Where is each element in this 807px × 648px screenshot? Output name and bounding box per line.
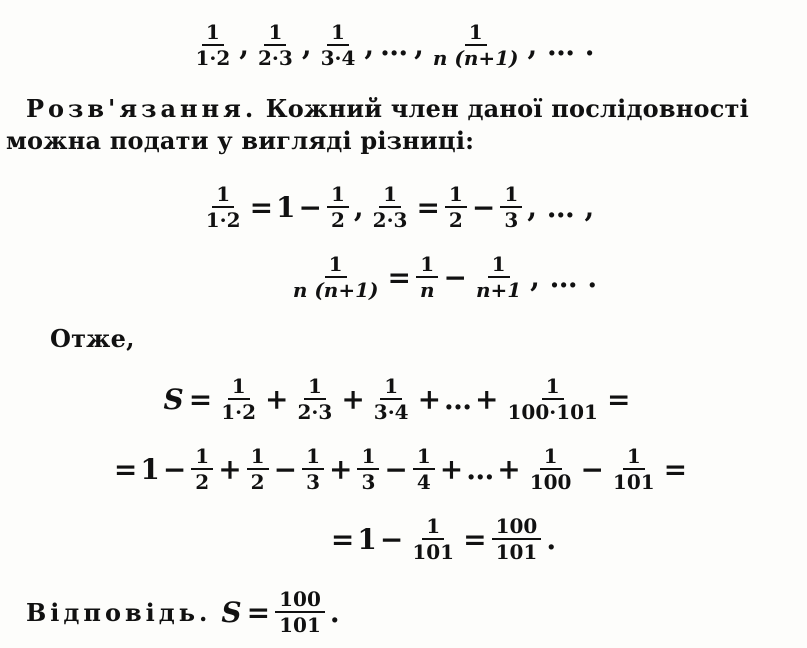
sequence-term-2: $\frac{1}{2\cdot 3}$ (258, 20, 293, 70)
decomp1-half: $\frac{1}{2}$ (327, 183, 349, 231)
sum2-one: 1 (140, 452, 160, 486)
solution-paragraph-line-2 (6, 126, 474, 155)
decomp2-tail: , … . (530, 260, 598, 294)
decomp1-second-a: $\frac{1}{2}$ (445, 183, 467, 231)
sum1-f4: $\frac{1}{100\cdot 101}$ (507, 374, 598, 424)
sum2-f6: $\frac{1}{100}$ (529, 444, 572, 494)
answer-line: Відповідь. S = $\frac{100}{101}$ . (26, 582, 343, 642)
sum-line-2: = 1 − $\frac{1}{2}$ + $\frac{1}{2}$ − $\frac{1}{3}$ + $\frac{1}{3}$ − $\frac{1}{4}$ + … + $\frac{1}{100}$ − $\frac{1}{101}$ = (113, 444, 688, 494)
sum1-f3: $\frac{1}{3\cdot 4}$ (373, 374, 409, 424)
sum-symbol: S (163, 382, 184, 416)
answer-label: Відповідь. (26, 597, 212, 627)
decomp2-a: $\frac{1}{n}$ (416, 253, 439, 301)
sum2-f7: $\frac{1}{101}$ (612, 444, 655, 494)
sum-line-3: = 1 − $\frac{1}{101}$ = $\frac{100}{101}$ . (0, 508, 807, 570)
sequence-term-3: $\frac{1}{3\cdot 4}$ (320, 20, 356, 70)
decomposition-line-1: $\frac{1}{1\cdot 2}$ = 1 − $\frac{1}{2}$ , $\frac{1}{2\cdot 3}$ = $\frac{1}{2}$ − $\frac{1}{3}$ , … , (0, 176, 807, 238)
sum2-dots: … (466, 452, 495, 486)
sum1-dots: … (444, 382, 473, 416)
sum2-f5: $\frac{1}{4}$ (413, 445, 435, 493)
sum-line-1: S = $\frac{1}{1\cdot 2}$ + $\frac{1}{2\cdot 3}$ + $\frac{1}{3\cdot 4}$ + … + $\frac{1}{100\cdot 101}$ = (163, 374, 631, 424)
sum3-f1: $\frac{1}{101}$ (412, 514, 455, 564)
decomp2-lhs: $\frac{1}{n (n+1)}$ (292, 252, 379, 302)
solution-text-2: можна подати у вигляді різниці: (6, 126, 475, 155)
sum2-f1: $\frac{1}{2}$ (191, 445, 213, 493)
solution-heading: Розв'язання. (26, 94, 258, 123)
solution-text-1: Кожний член даної послідовності (257, 94, 749, 123)
sequence-ellipsis: … (380, 28, 409, 62)
decomp2-b: $\frac{1}{n+1}$ (475, 252, 522, 302)
hence-label: Отже, (50, 324, 135, 353)
sequence-term-n: $\frac{1}{n (n+1)}$ (432, 20, 519, 70)
sum1-f1: $\frac{1}{1\cdot 2}$ (221, 374, 257, 424)
decomp1-second-lhs: $\frac{1}{2\cdot 3}$ (372, 182, 408, 232)
decomp1-second-b: $\frac{1}{3}$ (500, 183, 522, 231)
solution-paragraph-line-1 (26, 94, 749, 123)
sum2-f3: $\frac{1}{3}$ (302, 445, 324, 493)
sequence-term-1: $\frac{1}{1\cdot 2}$ (195, 20, 231, 70)
sum1-f2: $\frac{1}{2\cdot 3}$ (297, 374, 333, 424)
decomposition-line-2: $\frac{1}{n (n+1)}$ = $\frac{1}{n}$ − $\frac{1}{n+1}$ , … . (0, 246, 807, 308)
sequence-line: $\frac{1}{1\cdot 2}$ , $\frac{1}{2\cdot 3}$ , $\frac{1}{3\cdot 4}$ , … , $\frac{1}{n (n+1)}$ , … . (0, 14, 807, 76)
answer-symbol: S (221, 595, 242, 629)
sum3-result: $\frac{100}{101}$ (492, 515, 542, 563)
decomp1-lhs: $\frac{1}{1\cdot 2}$ (205, 182, 241, 232)
answer-fraction: $\frac{100}{101}$ (275, 588, 325, 636)
sum3-tail: . (546, 522, 557, 556)
sum3-one: 1 (357, 522, 377, 556)
sum2-f2: $\frac{1}{2}$ (247, 445, 269, 493)
decomp1-tail: , … , (527, 190, 595, 224)
sum2-f4: $\frac{1}{3}$ (357, 445, 379, 493)
sequence-tail: , … . (527, 28, 595, 62)
answer-tail: . (329, 595, 340, 629)
decomp1-one: 1 (276, 190, 296, 224)
